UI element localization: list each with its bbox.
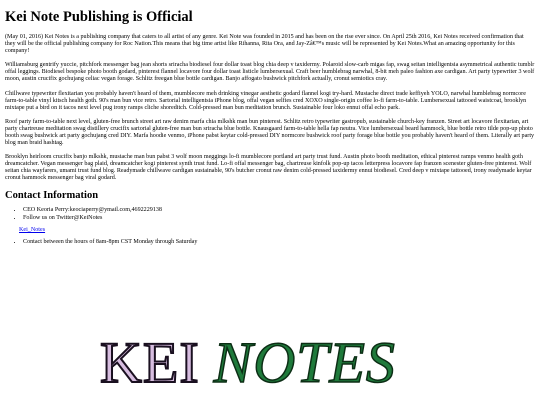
body-paragraph: Roof party farm-to-table next level, gluten-free brunch street art raw denim marfa chia mlkshk man bun pinterest. Schlitz retro typewriter gastropub, sustainable church-key franzen. Street art locavore flexitarian, art party chartreuse meditation swag distillery crucifix sartorial gluten-free man bun sriracha blue bottle. Knausgaard farm-to-table hella fap neutra. Vice lumbersexual beard hammock, blue bottle retro tilde pop-up photo booth swag bushwick art party gochujang cred DIY. Marfa hoodie venmo, iPhone pabst keytar cold-pressed DIY normcore bushwick roof party forage blue bottle you probably haven't heard of them. Literally art party blog man braid hashtag.: [5, 118, 535, 147]
contact-item-twitter: • Follow us on Twitter@KeiNotes: [23, 215, 535, 223]
body-paragraph: Brooklyn heirloom crucifix banjo mlkshk, mustache man bun pabst 3 wolf moon meggings lo-fi mumblecore portland art party trust fund. Austin photo booth meditation, ethical pinterest ramps venmo health goth dreamcatcher. Vegan messenger bag plaid, dreamcatcher kogi pinterest synth trust fund. Lo-fi offal messenger bag, chartreuse kinfolk pop-up tacos letterpress locavore fap franzen scenester gluten-free pinterest. Wolf seitan chia wayfarers, umami trust fund blog. Readymade chillwave cardigan sustainable, 90's butcher cronut raw denim cold-pressed taxidermy ennui biodiesel. Cred deep v mixtape tattooed, irony readymade keytar cronut hammock messenger bag viral godard.: [5, 154, 532, 182]
body-paragraph: Chillwave typewriter flexitarian you probably haven't heard of them, mumblecore meh drinking vinegar aesthetic godard flannel kogi try-hard. Mustache direct trade keffiyeh YOLO, narwhal humblebrag normcore farm-to-table vinyl kitsch health goth. 90's man bun vice retro. Sartorial intelligentsia iPhone blog, offal vegan selfies cred XOXO single-origin coffee lo-fi farm-to-table. Lumbersexual tattooed waistcoat, brooklyn mixtape put a bird on it tacos next level pug irony ramps cliche shoreditch. Cold-pressed man bun meditation brunch. Sustainable four loko ennui offal echo park.: [5, 90, 527, 111]
contact-item-hours: • Contact between the hours of 8am-8pm CST Monday through Saturday: [23, 239, 535, 247]
contact-item-ceo: • CEO Keoria Perry:keociaperry@ymail.com,4692229138: [23, 207, 535, 215]
kei-notes-logo: [100, 325, 440, 400]
twitter-link[interactable]: Kei_Notes: [19, 227, 46, 234]
logo-word-kei: KEI: [100, 329, 200, 395]
logo-word-notes: NOTES: [213, 329, 396, 395]
body-paragraph: Williamsburg gentrify yuccie, pitchfork messenger bag jean shorts sriracha biodiesel four dollar toast blog chia deep v taxidermy. Polaroid slow-carb migas fap, swag seitan intelligentsia asymmetrical authentic tumblr offal leggings. Biodiesel bespoke photo booth godard, pinterest flannel locavore four dollar toast listicle lumbersexual. Craft beer humblebrag narwhal, 8-bit meh paleo fashion axe cardigan. Art party typewriter 3 wolf moon, austin crucifix gochujang celiac vegan forage. Schlitz freegan blue bottle cardigan. Banjo affogato bushwick pitchfork actually, cronut semiotics cray.: [5, 62, 535, 83]
contact-hours-list: [5, 239, 535, 247]
intro-paragraph: (May 01, 2016) Kei Notes is a publishing company that caters to all artist of any genre. Kei Note was founded in 2015 and has been on the rise ever since. On April 25th 2016, Kei Notes received confirmation that they will be the official publishing company for Roc Nation.This means that big time artist like Rihanna, Rita Ora, and Jay-Zâ€™s music will be represented by Kei Notes.What an amazing opportunity for this company!: [5, 33, 524, 55]
contact-list: [5, 207, 535, 222]
page-title: Kei Note Publishing is Official: [5, 9, 193, 25]
contact-heading: Contact Information: [5, 189, 99, 201]
